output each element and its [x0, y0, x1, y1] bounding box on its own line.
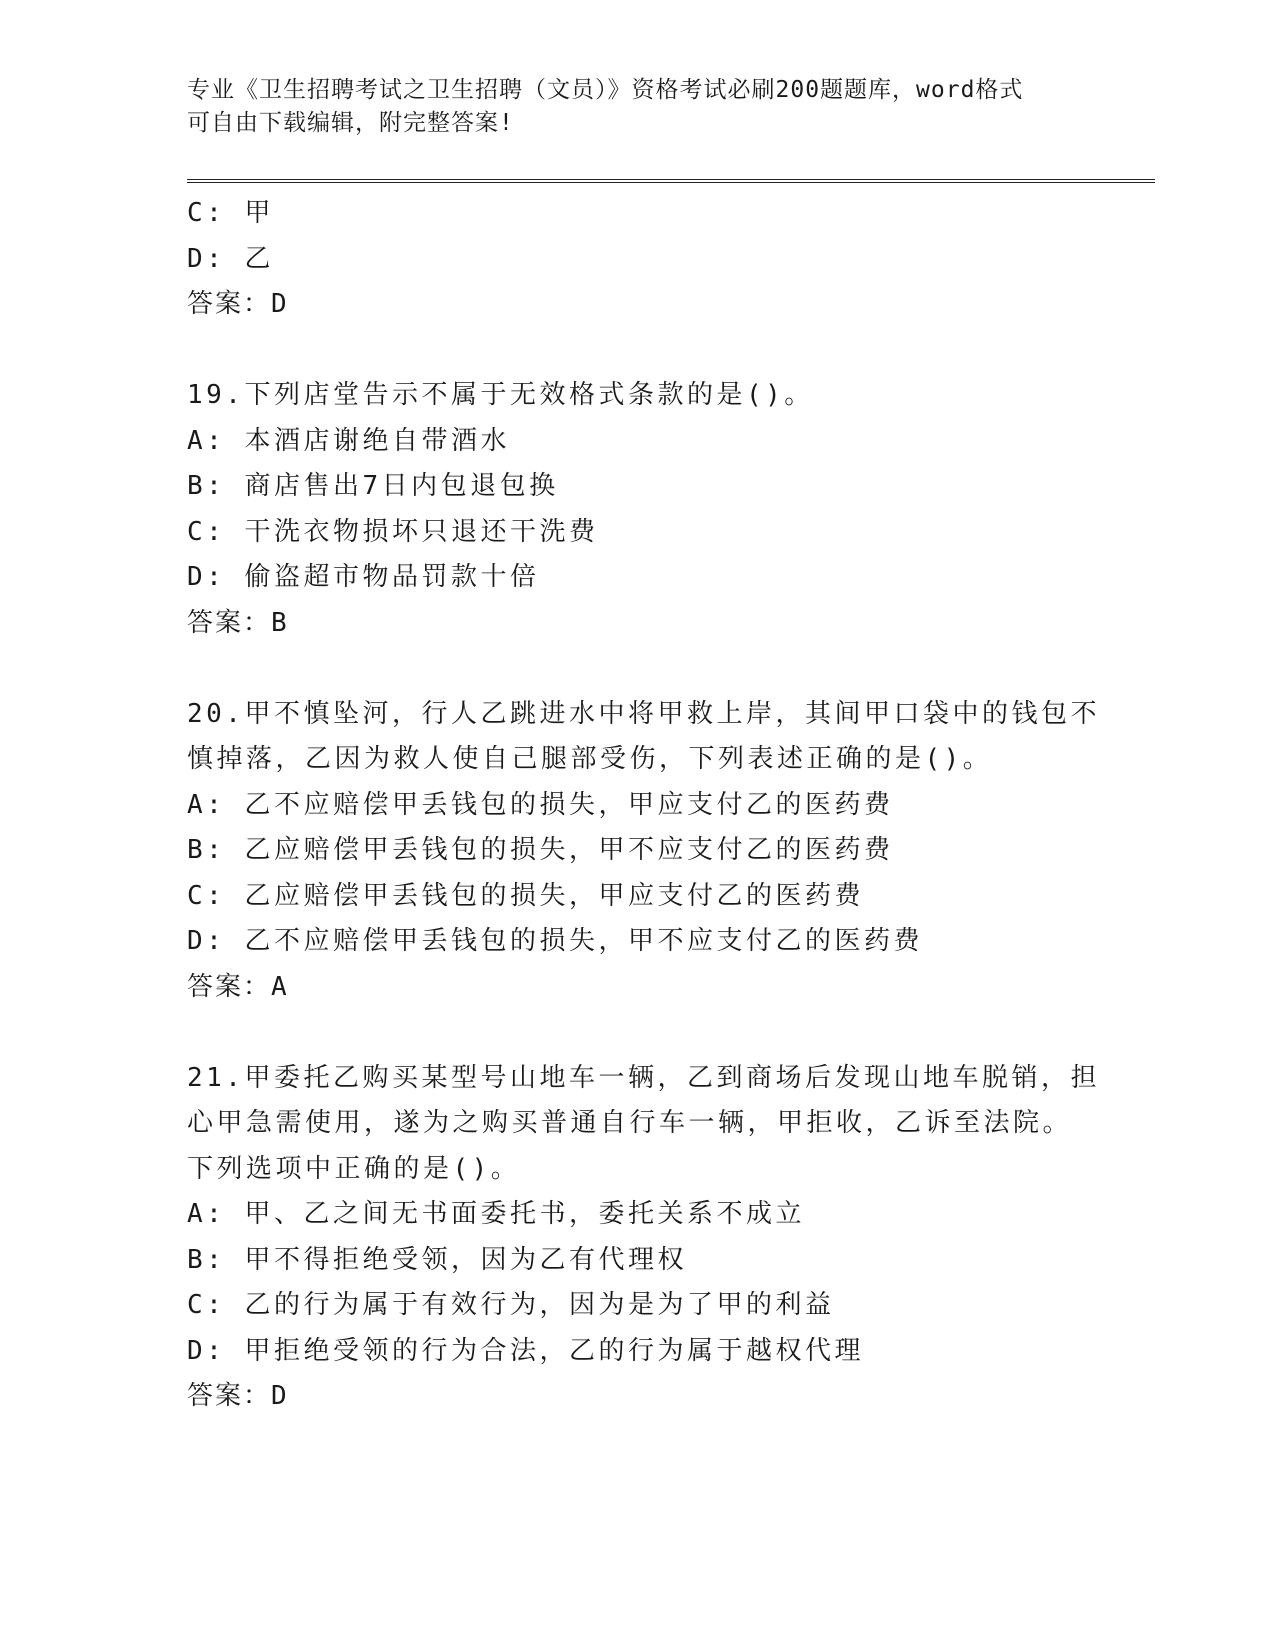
- question-text: 21.甲委托乙购买某型号山地车一辆，乙到商场后发现山地车脱销，担: [187, 1062, 1100, 1093]
- option-d: D: 甲拒绝受领的行为合法，乙的行为属于越权代理: [187, 1335, 864, 1366]
- question-20: [187, 692, 1100, 1011]
- question-text: 20.甲不慎坠河，行人乙跳进水中将甲救上岸，其间甲口袋中的钱包不: [187, 698, 1100, 729]
- answer: 答案：D: [187, 289, 289, 319]
- option-b: B: 商店售出7日内包退包换: [187, 471, 559, 501]
- option-a: A: 乙不应赔偿甲丢钱包的损失，甲应支付乙的医药费: [187, 789, 894, 820]
- option-d: D: 偷盗超市物品罚款十倍: [187, 562, 540, 592]
- question-text: 心甲急需使用，遂为之购买普通自行车一辆，甲拒收，乙诉至法院。: [187, 1108, 1073, 1138]
- question-19: [187, 373, 1087, 646]
- option-b: B: 甲不得拒绝受领，因为乙有代理权: [187, 1244, 687, 1275]
- question-list: [187, 191, 1100, 1420]
- option-b: B: 乙应赔偿甲丢钱包的损失，甲不应支付乙的医药费: [187, 835, 894, 865]
- option-d: D: 乙不应赔偿甲丢钱包的损失，甲不应支付乙的医药费: [187, 926, 923, 956]
- header-line-1: 专业《卫生招聘考试之卫生招聘（文员）》资格考试必刷200题题库，word格式: [187, 77, 1024, 103]
- question-text: 慎掉落，乙因为救人使自己腿部受伤，下列表述正确的是()。: [187, 744, 993, 774]
- previous-question-tail: [187, 191, 1087, 328]
- option-d: D: 乙: [187, 243, 274, 274]
- option-c: C: 乙应赔偿甲丢钱包的损失，甲应支付乙的医药费: [187, 880, 864, 911]
- answer: 答案：D: [187, 1381, 289, 1411]
- option-a: A: 本酒店谢绝自带酒水: [187, 425, 510, 456]
- answer: 答案：B: [187, 607, 289, 638]
- question-21: [187, 1056, 1100, 1420]
- option-a: A: 甲、乙之间无书面委托书，委托关系不成立: [187, 1199, 805, 1229]
- question-text: 19.下列店堂告示不属于无效格式条款的是()。: [187, 380, 814, 410]
- option-c: C: 甲: [187, 198, 274, 228]
- header-line-2: 可自由下载编辑，附完整答案!: [187, 110, 514, 136]
- question-text: 下列选项中正确的是()。: [187, 1153, 521, 1184]
- answer: 答案：A: [187, 971, 289, 1002]
- header-divider: [187, 179, 1155, 183]
- page-header: [187, 74, 1087, 140]
- option-c: C: 乙的行为属于有效行为，因为是为了甲的利益: [187, 1290, 835, 1320]
- option-c: C: 干洗衣物损坏只退还干洗费: [187, 516, 599, 547]
